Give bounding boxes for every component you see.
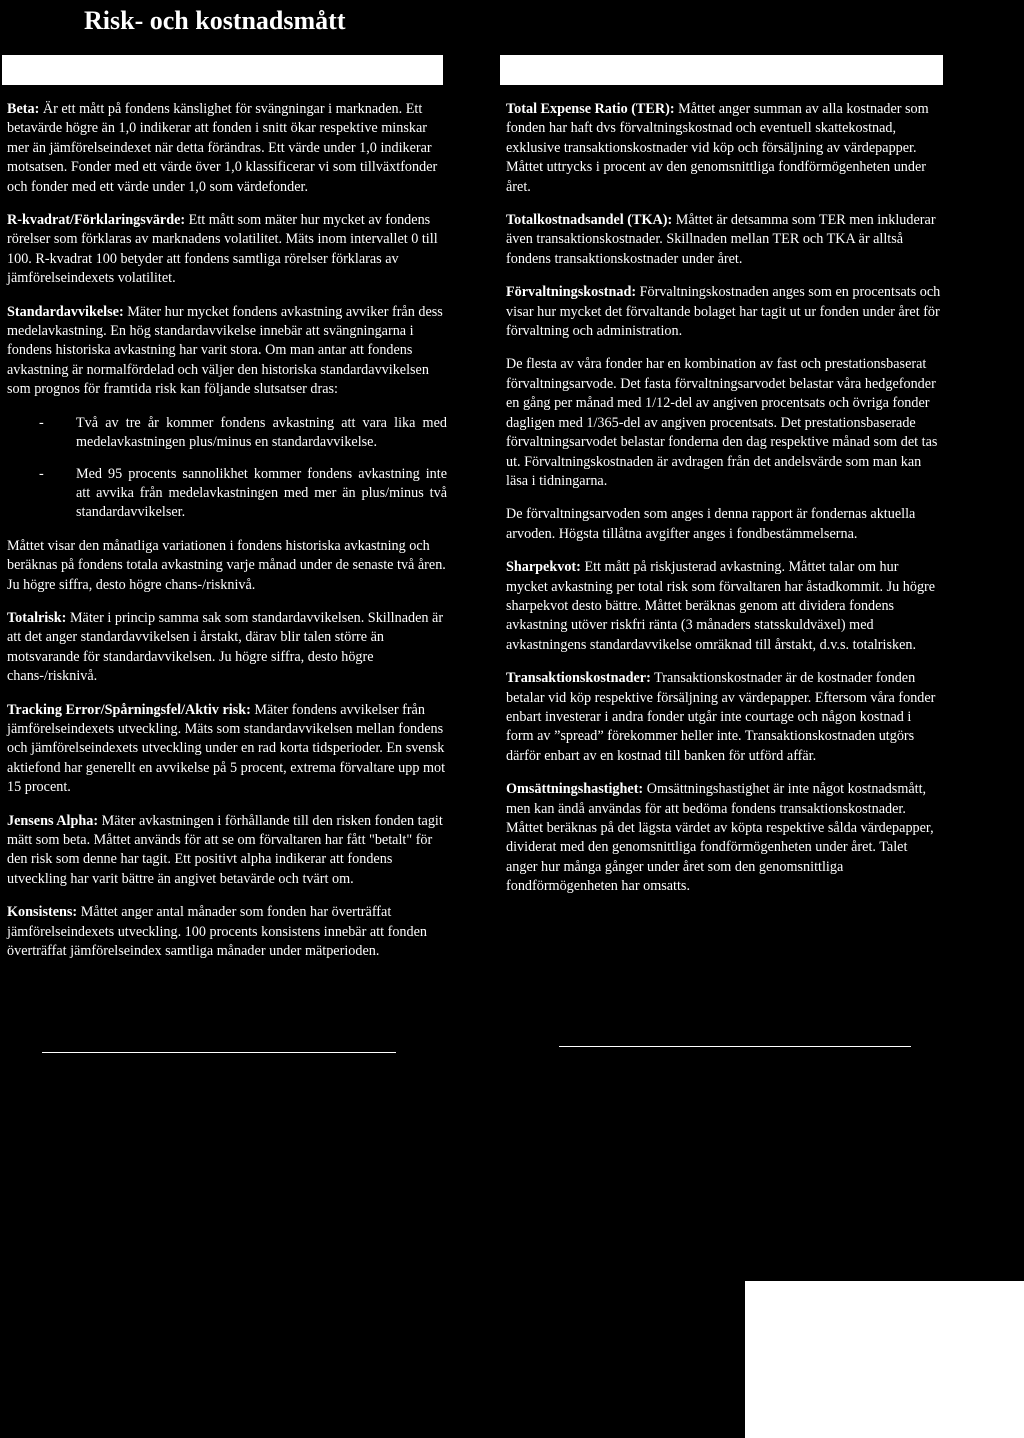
beta-definition <box>7 100 447 197</box>
jensens-alpha-text: Mäter avkastningen i förhållande till den risken fonden tagit mätt som beta. Måttet används för att se om förvaltaren har fått "betalt" för den risk som denne har tagit. Ett positivt alpha indikerar att fondens utveckling har varit bättre än angivet betavärde och tvärt om. <box>7 812 443 887</box>
total-risk-definition <box>7 609 447 687</box>
bullet-text: Med 95 procents sannolikhet kommer fondens avkastning inte att avvika från medelavkastningen med mer än plus/minus två standardavvikelser. <box>76 465 447 521</box>
jensens-alpha-definition <box>7 812 447 890</box>
beta-term: Beta: <box>7 101 40 117</box>
management-fee-term: Förvaltningskostnad: <box>506 284 637 301</box>
right-header-bar <box>500 55 943 85</box>
left-header-bar <box>2 55 443 85</box>
tka-term: Totalkostnadsandel (TKA): <box>506 212 673 229</box>
transaction-costs-definition <box>506 669 942 766</box>
bullet-dash: - <box>39 465 44 482</box>
transaction-costs-term: Transaktionskostnader: <box>506 670 651 687</box>
conclusions-list <box>7 414 447 523</box>
standard-deviation-text: Mäter hur mycket fondens avkastning avviker från dess medelavkastning. En hög standardavvikelse innebär att svängningarna i fondens historiska avkastning har varit stora. Om man antar att fondens avkastning är normalfördelad och väljer den historiska standardavvikelsen som prognos för framtida risk kan följande slutsatser dras: <box>7 303 443 398</box>
management-fee-definition <box>506 283 942 341</box>
tka-text: Måttet är detsamma som TER men inkluderar även transaktionskostnader. Skillnaden mellan TER och TKA är alltså fondens transaktionskostnader under året. <box>506 212 936 267</box>
total-risk-text: Mäter i princip samma sak som standardavvikelsen. Skillnaden är att det anger standardavvikelsen i årstakt, därav blir talen större än motsvarande för standardavvikelsen. Ju högre siffra, desto högre chans-/risknivå. <box>7 609 444 685</box>
right-column <box>506 100 942 911</box>
transaction-costs-text: Transaktionskostnader är de kostnader fonden betalar vid köp respektive försäljning av värdepapper. Eftersom våra fonder enbart investerar i andra fonder utgår inte courtage och någon kostnad i form av ”spread” förekommer heller inte. Transaktionskostnaden utgörs därför enbart av en kostnad till banken för utförd affär. <box>506 670 936 764</box>
turnover-definition <box>506 780 942 896</box>
tka-definition <box>506 211 942 269</box>
sharpe-ratio-term: Sharpekvot: <box>506 559 581 576</box>
tracking-error-text: Mäter fondens avvikelser från jämförelseindexets utveckling. Mäts som standardavvikelsen mellan fondens och jämförelseindexets utveckling under en rad korta tidsperioder. En svensk aktiefond har generellt en avvikelse på 5 procent, extrema förvaltare upp mot 15 procent. <box>7 701 446 796</box>
r-squared-text: Ett mått som mäter hur mycket av fondens rörelser som förklaras av marknadens volatilitet. Mäts inom intervallet 0 till 100. R-kvadrat 100 betyder att fondens samtliga rörelser förklaras av jämförelseindexets volatilitet. <box>7 212 438 287</box>
left-divider <box>42 1052 396 1053</box>
r-squared-definition <box>7 211 447 289</box>
corner-box <box>745 1281 1024 1438</box>
list-item <box>7 414 447 453</box>
turnover-term: Omsättningshastighet: <box>506 781 644 798</box>
jensens-alpha-term: Jensens Alpha: <box>7 812 99 829</box>
right-divider <box>559 1046 911 1047</box>
standard-deviation-definition <box>7 303 447 400</box>
tracking-error-definition <box>7 701 447 798</box>
total-risk-term: Totalrisk: <box>7 609 67 626</box>
sharpe-ratio-text: Ett mått på riskjusterad avkastning. Måttet talar om hur mycket avkastning per total risk som förvaltaren har åstadkommit. Ju högre sharpekvot desto bättre. Måttet beräknas genom att dividera fondens avkastning utöver riskfri ränta (3 månaders statsskuldväxel) med avkastningens standardavvikelse omräknad till årstakt, d.v.s. totalrisken. <box>506 559 936 653</box>
turnover-text: Omsättningshastighet är inte något kostnadsmått, men kan ändå användas för att bedöma fondens transaktionskostnader. Måttet beräknas på det lägsta värdet av köpta respektive sålda värdepapper, dividerat med den genomsnittliga fondförmögenheten under året. Talet anger hur många gånger under året som den genomsnittliga fondförmögenheten har omsatts. <box>506 781 934 895</box>
tracking-error-term: Tracking Error/Spårningsfel/Aktiv risk: <box>7 701 251 718</box>
beta-text: Är ett mått på fondens känslighet för svängningar i marknaden. Ett betavärde högre än 1,0 indikerar att fonden i snitt ökar respektive minskar mer än jämförelseindexet när detta förändras. Ett värde under 1,0 indikerar motsatsen. Fonder med ett värde över 1,0 klassificerar vi som tillväxtfonder och fonder med ett värde under 1,0 som värdefonder. <box>7 101 438 195</box>
ter-text: Måttet anger summan av alla kostnader som fonden har haft dvs förvaltningskostnad och eventuell skattekostnad, exklusive transaktionskostnader vid köp och försäljning av värdepapper. Måttet uttrycks i procent av den genomsnittliga fondförmögenheten under året. <box>506 101 929 195</box>
consistency-text: Måttet anger antal månader som fonden har överträffat jämförelseindexets utveckling. 100 procents konsistens innebär att fonden överträffat jämförelseindex samtliga månader under mätperioden. <box>7 904 427 960</box>
fee-note-paragraph: De förvaltningsarvoden som anges i denna rapport är fondernas aktuella arvoden. Högsta tillåtna avgifter anges i fondbestämmelserna. <box>506 506 916 542</box>
consistency-definition <box>7 903 447 961</box>
ter-term: Total Expense Ratio (TER): <box>506 101 675 117</box>
consistency-term: Konsistens: <box>7 904 78 921</box>
sharpe-ratio-definition <box>506 558 942 655</box>
fee-detail-paragraph: De flesta av våra fonder har en kombination av fast och prestationsbaserat förvaltningsarvode. Det fasta förvaltningsarvodet belastar våra hedgefonder en gång per månad med 1/12-del av angiven procentsats och övriga fonder dagligen med 1/365-del av angiven procentsats. Det prestationsbaserade förvaltningsarvodet belastar fonderna den dag respektive månad som det tas ut. Förvaltningskostnaden är avdragen från det andelsvärde som man kan läsa i tidningarna. <box>506 356 938 489</box>
management-fee-text: Förvaltningskostnaden anges som en procentsats och visar hur mycket det förvaltande bolaget har tagit ut ur fonden under året för förvaltning och administration. <box>506 284 941 340</box>
page-title: Risk- och kostnadsmått <box>84 6 346 35</box>
r-squared-term: R-kvadrat/Förklaringsvärde: <box>7 212 186 229</box>
bullet-dash: - <box>39 414 44 431</box>
monthly-variation-paragraph: Måttet visar den månatliga variationen i fondens historiska avkastning och beräknas på fondens totala avkastning varje månad under de senaste två åren. Ju högre siffra, desto högre chans-/risknivå. <box>7 537 446 593</box>
list-item <box>7 465 447 523</box>
ter-definition <box>506 100 942 197</box>
standard-deviation-term: Standardavvikelse: <box>7 303 124 320</box>
bullet-text: Två av tre år kommer fondens avkastning att vara lika med medelavkastningen plus/minus en standardavvikelse. <box>76 414 447 451</box>
left-column <box>7 100 447 975</box>
